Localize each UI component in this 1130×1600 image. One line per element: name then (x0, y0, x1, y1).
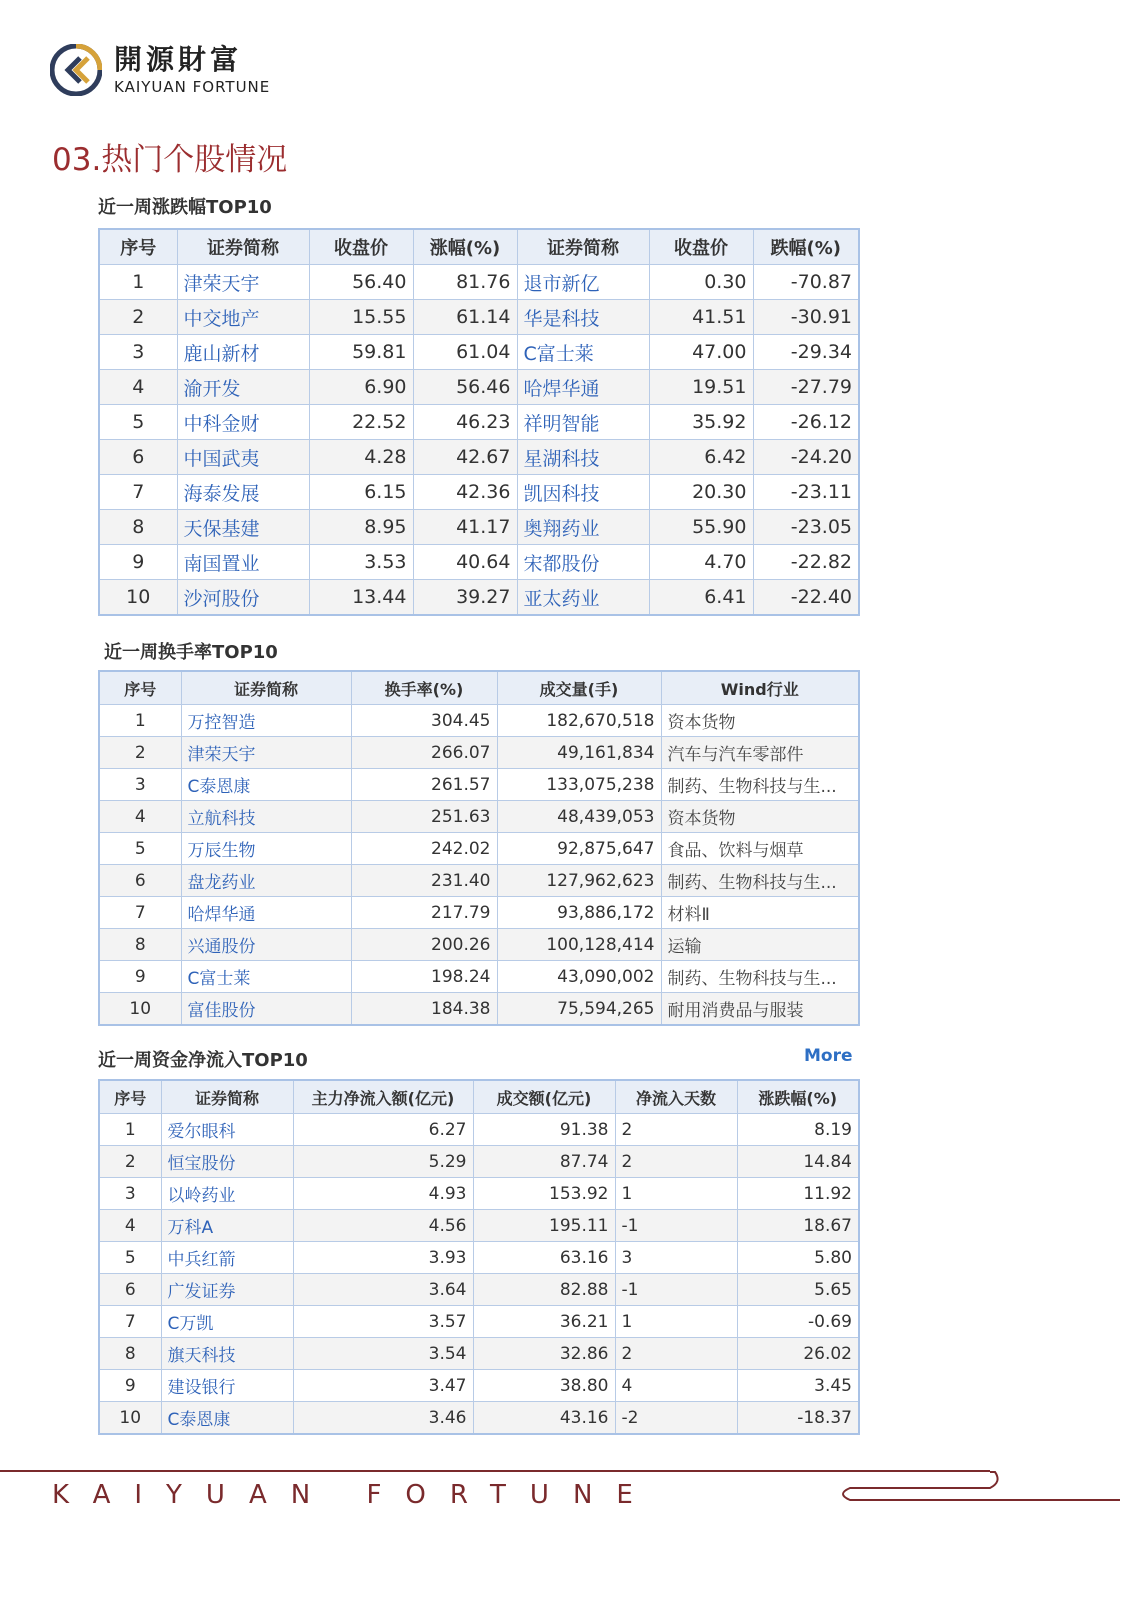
table-cell: 8.95 (309, 510, 413, 545)
security-name-link[interactable]: 海泰发展 (177, 475, 309, 510)
table-row (99, 1242, 859, 1274)
table-cell: 4 (615, 1370, 737, 1402)
security-name-link[interactable]: 宋都股份 (517, 545, 649, 580)
table-cell: 46.23 (413, 405, 517, 440)
table-cell: 5.65 (737, 1274, 859, 1306)
table-cell: 15.55 (309, 300, 413, 335)
security-name-link[interactable]: 中科金财 (177, 405, 309, 440)
brand-logo (50, 42, 270, 98)
security-name-link[interactable]: 沙河股份 (177, 580, 309, 616)
table-cell: 耐用消费品与服装 (661, 993, 859, 1026)
table-cell: 6 (99, 1274, 161, 1306)
table-cell: 6.27 (293, 1114, 473, 1146)
table-row (99, 801, 859, 833)
table-cell: 2 (615, 1146, 737, 1178)
table-cell: 43,090,002 (497, 961, 661, 993)
table-cell: 127,962,623 (497, 865, 661, 897)
security-name-link[interactable]: C泰恩康 (181, 769, 351, 801)
table-cell: 10 (99, 993, 181, 1026)
column-header: 成交额(亿元) (473, 1080, 615, 1114)
table-cell: 182,670,518 (497, 705, 661, 737)
security-name-link[interactable]: 立航科技 (181, 801, 351, 833)
net-inflow-table (98, 1079, 860, 1435)
table-cell: 242.02 (351, 833, 497, 865)
table-cell: 200.26 (351, 929, 497, 961)
table-cell: 133,075,238 (497, 769, 661, 801)
security-name-link[interactable]: 华是科技 (517, 300, 649, 335)
table-row (99, 370, 859, 405)
security-name-link[interactable]: 恒宝股份 (161, 1146, 293, 1178)
table-cell: 材料Ⅱ (661, 897, 859, 929)
table-cell: 3.45 (737, 1370, 859, 1402)
table-header-row (99, 671, 859, 705)
table-cell: -70.87 (753, 265, 859, 300)
column-header: 收盘价 (649, 229, 753, 265)
table-row (99, 265, 859, 300)
column-header: 序号 (99, 229, 177, 265)
security-name-link[interactable]: 中交地产 (177, 300, 309, 335)
security-name-link[interactable]: 南国置业 (177, 545, 309, 580)
security-name-link[interactable]: 以岭药业 (161, 1178, 293, 1210)
table-cell: -2 (615, 1402, 737, 1435)
security-name-link[interactable]: 鹿山新材 (177, 335, 309, 370)
table-cell: 55.90 (649, 510, 753, 545)
security-name-link[interactable]: 哈焊华通 (517, 370, 649, 405)
table-cell: -29.34 (753, 335, 859, 370)
table-cell: 8 (99, 929, 181, 961)
security-name-link[interactable]: 奥翔药业 (517, 510, 649, 545)
column-header: 跌幅(%) (753, 229, 859, 265)
table-cell: 制药、生物科技与生... (661, 769, 859, 801)
security-name-link[interactable]: 旗天科技 (161, 1338, 293, 1370)
security-name-link[interactable]: C万凯 (161, 1306, 293, 1338)
table-cell: -24.20 (753, 440, 859, 475)
table-row (99, 865, 859, 897)
table-cell: 1 (615, 1178, 737, 1210)
turnover-table (98, 670, 860, 1026)
table-cell: 195.11 (473, 1210, 615, 1242)
table-cell: 26.02 (737, 1338, 859, 1370)
kaiyuan-logo-icon (50, 44, 102, 96)
column-header: 证券简称 (177, 229, 309, 265)
table-cell: 231.40 (351, 865, 497, 897)
table-cell: 3.53 (309, 545, 413, 580)
table-cell: 19.51 (649, 370, 753, 405)
table-row (99, 705, 859, 737)
table-cell: 48,439,053 (497, 801, 661, 833)
table-cell: 40.64 (413, 545, 517, 580)
price-change-table (98, 228, 860, 616)
table-cell: 3.46 (293, 1402, 473, 1435)
table-row (99, 929, 859, 961)
table-cell: 7 (99, 475, 177, 510)
table-row (99, 1146, 859, 1178)
table-row (99, 335, 859, 370)
table-cell: 87.74 (473, 1146, 615, 1178)
table-row (99, 1114, 859, 1146)
column-header: 序号 (99, 671, 181, 705)
security-name-link[interactable]: 建设银行 (161, 1370, 293, 1402)
table-cell: 食品、饮料与烟草 (661, 833, 859, 865)
table-row (99, 475, 859, 510)
table-cell: 3.57 (293, 1306, 473, 1338)
table-cell: 3.47 (293, 1370, 473, 1402)
table-cell: 75,594,265 (497, 993, 661, 1026)
table-cell: 6 (99, 865, 181, 897)
table-cell: 61.14 (413, 300, 517, 335)
security-name-link[interactable]: 祥明智能 (517, 405, 649, 440)
security-name-link[interactable]: C富士莱 (517, 335, 649, 370)
security-name-link[interactable]: 盘龙药业 (181, 865, 351, 897)
column-header: 成交量(手) (497, 671, 661, 705)
table-cell: 2 (99, 737, 181, 769)
security-name-link[interactable]: 富佳股份 (181, 993, 351, 1026)
table-cell: 13.44 (309, 580, 413, 616)
table-cell: 100,128,414 (497, 929, 661, 961)
table-cell: -22.40 (753, 580, 859, 616)
table-cell: 1 (99, 1114, 161, 1146)
security-name-link[interactable]: C泰恩康 (161, 1402, 293, 1435)
column-header: 收盘价 (309, 229, 413, 265)
table-cell: 304.45 (351, 705, 497, 737)
table-row (99, 405, 859, 440)
table-cell: 18.67 (737, 1210, 859, 1242)
table-row (99, 1178, 859, 1210)
table-cell: 82.88 (473, 1274, 615, 1306)
section-title-net-inflow: 近一周资金净流入TOP10 (98, 1050, 308, 1071)
table-cell: 3.64 (293, 1274, 473, 1306)
table-cell: 资本货物 (661, 705, 859, 737)
column-header: 证券简称 (517, 229, 649, 265)
table-cell: 4 (99, 1210, 161, 1242)
table-cell: 2 (99, 300, 177, 335)
table-cell: 0.30 (649, 265, 753, 300)
table-cell: 3 (615, 1242, 737, 1274)
table-cell: 4 (99, 801, 181, 833)
table-cell: 22.52 (309, 405, 413, 440)
table-row (99, 961, 859, 993)
table-cell: 36.21 (473, 1306, 615, 1338)
table-row (99, 300, 859, 335)
table-cell: 3 (99, 335, 177, 370)
table-cell: 59.81 (309, 335, 413, 370)
table-row (99, 1306, 859, 1338)
brand-name-cn: 開源財富 (114, 42, 243, 76)
table-cell: 5.29 (293, 1146, 473, 1178)
table-cell: -26.12 (753, 405, 859, 440)
table-row (99, 1210, 859, 1242)
column-header: 净流入天数 (615, 1080, 737, 1114)
table-row (99, 769, 859, 801)
table-cell: 7 (99, 897, 181, 929)
table-cell: 制药、生物科技与生... (661, 865, 859, 897)
table-cell: 3 (99, 1178, 161, 1210)
table-cell: 6.15 (309, 475, 413, 510)
security-name-link[interactable]: 兴通股份 (181, 929, 351, 961)
table-cell: 6.42 (649, 440, 753, 475)
table-cell: 5 (99, 405, 177, 440)
table-row (99, 897, 859, 929)
table-cell: -30.91 (753, 300, 859, 335)
table-cell: -23.05 (753, 510, 859, 545)
table-row (99, 580, 859, 616)
table-cell: 56.40 (309, 265, 413, 300)
table-cell: 266.07 (351, 737, 497, 769)
security-name-link[interactable]: 爱尔眼科 (161, 1114, 293, 1146)
table-cell: -27.79 (753, 370, 859, 405)
security-name-link[interactable]: 广发证券 (161, 1274, 293, 1306)
table-cell: -1 (615, 1274, 737, 1306)
table-cell: 63.16 (473, 1242, 615, 1274)
table-row (99, 545, 859, 580)
table-cell: 261.57 (351, 769, 497, 801)
table-cell: 4 (99, 370, 177, 405)
table-cell: -1 (615, 1210, 737, 1242)
footer-swoosh-icon (830, 1468, 1120, 1512)
table-cell: 5 (99, 833, 181, 865)
security-name-link[interactable]: 中国武夷 (177, 440, 309, 475)
column-header: 主力净流入额(亿元) (293, 1080, 473, 1114)
security-name-link[interactable]: 中兵红箭 (161, 1242, 293, 1274)
table-cell: 7 (99, 1306, 161, 1338)
table-cell: 8 (99, 510, 177, 545)
table-cell: 5 (99, 1242, 161, 1274)
table-cell: 4.28 (309, 440, 413, 475)
brand-name-en: KAIYUAN FORTUNE (114, 77, 271, 96)
table-cell: 6.41 (649, 580, 753, 616)
security-name-link[interactable]: 凯因科技 (517, 475, 649, 510)
table-cell: 38.80 (473, 1370, 615, 1402)
table-header-row (99, 1080, 859, 1114)
table-row (99, 833, 859, 865)
table-cell: 14.84 (737, 1146, 859, 1178)
table-cell: 资本货物 (661, 801, 859, 833)
table-cell: 32.86 (473, 1338, 615, 1370)
table-cell: 2 (99, 1146, 161, 1178)
column-header: 序号 (99, 1080, 161, 1114)
table-cell: 11.92 (737, 1178, 859, 1210)
security-name-link[interactable]: 哈焊华通 (181, 897, 351, 929)
column-header: 证券简称 (181, 671, 351, 705)
table-cell: 3.54 (293, 1338, 473, 1370)
table-cell: 42.36 (413, 475, 517, 510)
table-cell: 1 (99, 265, 177, 300)
table-cell: 41.51 (649, 300, 753, 335)
table-cell: -0.69 (737, 1306, 859, 1338)
table-cell: 251.63 (351, 801, 497, 833)
table-cell: 3 (99, 769, 181, 801)
table-cell: 41.17 (413, 510, 517, 545)
table-cell: 56.46 (413, 370, 517, 405)
table-cell: -18.37 (737, 1402, 859, 1435)
table-cell: 153.92 (473, 1178, 615, 1210)
table-row (99, 1402, 859, 1435)
footer-brand-text: KAIYUAN FORTUNE (52, 1480, 657, 1510)
table-cell: 91.38 (473, 1114, 615, 1146)
table-cell: 8 (99, 1338, 161, 1370)
table-cell: 10 (99, 1402, 161, 1435)
more-link[interactable]: More (804, 1046, 853, 1066)
security-name-link[interactable]: 万科A (161, 1210, 293, 1242)
table-cell: 217.79 (351, 897, 497, 929)
page-title: 03.热门个股情况 (52, 142, 288, 178)
table-cell: 10 (99, 580, 177, 616)
table-cell: 42.67 (413, 440, 517, 475)
security-name-link[interactable]: 退市新亿 (517, 265, 649, 300)
table-row (99, 993, 859, 1026)
security-name-link[interactable]: 津荣天宇 (177, 265, 309, 300)
column-header: 证券简称 (161, 1080, 293, 1114)
table-cell: 3.93 (293, 1242, 473, 1274)
table-header-row (99, 229, 859, 265)
table-cell: -22.82 (753, 545, 859, 580)
table-row (99, 1370, 859, 1402)
section-title-price-change: 近一周涨跌幅TOP10 (98, 197, 272, 218)
table-cell: 2 (615, 1338, 737, 1370)
security-name-link[interactable]: 渝开发 (177, 370, 309, 405)
table-cell: 35.92 (649, 405, 753, 440)
table-cell: 20.30 (649, 475, 753, 510)
table-cell: 运输 (661, 929, 859, 961)
security-name-link[interactable]: C富士莱 (181, 961, 351, 993)
table-cell: 9 (99, 1370, 161, 1402)
section-title-turnover: 近一周换手率TOP10 (104, 642, 278, 663)
table-cell: 6 (99, 440, 177, 475)
security-name-link[interactable]: 万控智造 (181, 705, 351, 737)
table-row (99, 440, 859, 475)
table-cell: 制药、生物科技与生... (661, 961, 859, 993)
table-cell: 汽车与汽车零部件 (661, 737, 859, 769)
security-name-link[interactable]: 天保基建 (177, 510, 309, 545)
column-header: Wind行业 (661, 671, 859, 705)
table-cell: 6.90 (309, 370, 413, 405)
table-cell: 198.24 (351, 961, 497, 993)
table-cell: 49,161,834 (497, 737, 661, 769)
table-row (99, 1338, 859, 1370)
table-cell: 5.80 (737, 1242, 859, 1274)
table-cell: -23.11 (753, 475, 859, 510)
table-cell: 8.19 (737, 1114, 859, 1146)
table-cell: 4.70 (649, 545, 753, 580)
security-name-link[interactable]: 星湖科技 (517, 440, 649, 475)
table-cell: 61.04 (413, 335, 517, 370)
table-cell: 4.56 (293, 1210, 473, 1242)
security-name-link[interactable]: 津荣天宇 (181, 737, 351, 769)
table-cell: 2 (615, 1114, 737, 1146)
table-cell: 9 (99, 545, 177, 580)
table-cell: 184.38 (351, 993, 497, 1026)
table-cell: 81.76 (413, 265, 517, 300)
column-header: 涨幅(%) (413, 229, 517, 265)
security-name-link[interactable]: 万辰生物 (181, 833, 351, 865)
column-header: 涨跌幅(%) (737, 1080, 859, 1114)
table-cell: 39.27 (413, 580, 517, 616)
table-row (99, 510, 859, 545)
table-cell: 43.16 (473, 1402, 615, 1435)
table-cell: 47.00 (649, 335, 753, 370)
table-cell: 93,886,172 (497, 897, 661, 929)
table-cell: 1 (615, 1306, 737, 1338)
table-cell: 92,875,647 (497, 833, 661, 865)
table-row (99, 737, 859, 769)
security-name-link[interactable]: 亚太药业 (517, 580, 649, 616)
table-cell: 4.93 (293, 1178, 473, 1210)
table-cell: 1 (99, 705, 181, 737)
table-row (99, 1274, 859, 1306)
table-cell: 9 (99, 961, 181, 993)
column-header: 换手率(%) (351, 671, 497, 705)
